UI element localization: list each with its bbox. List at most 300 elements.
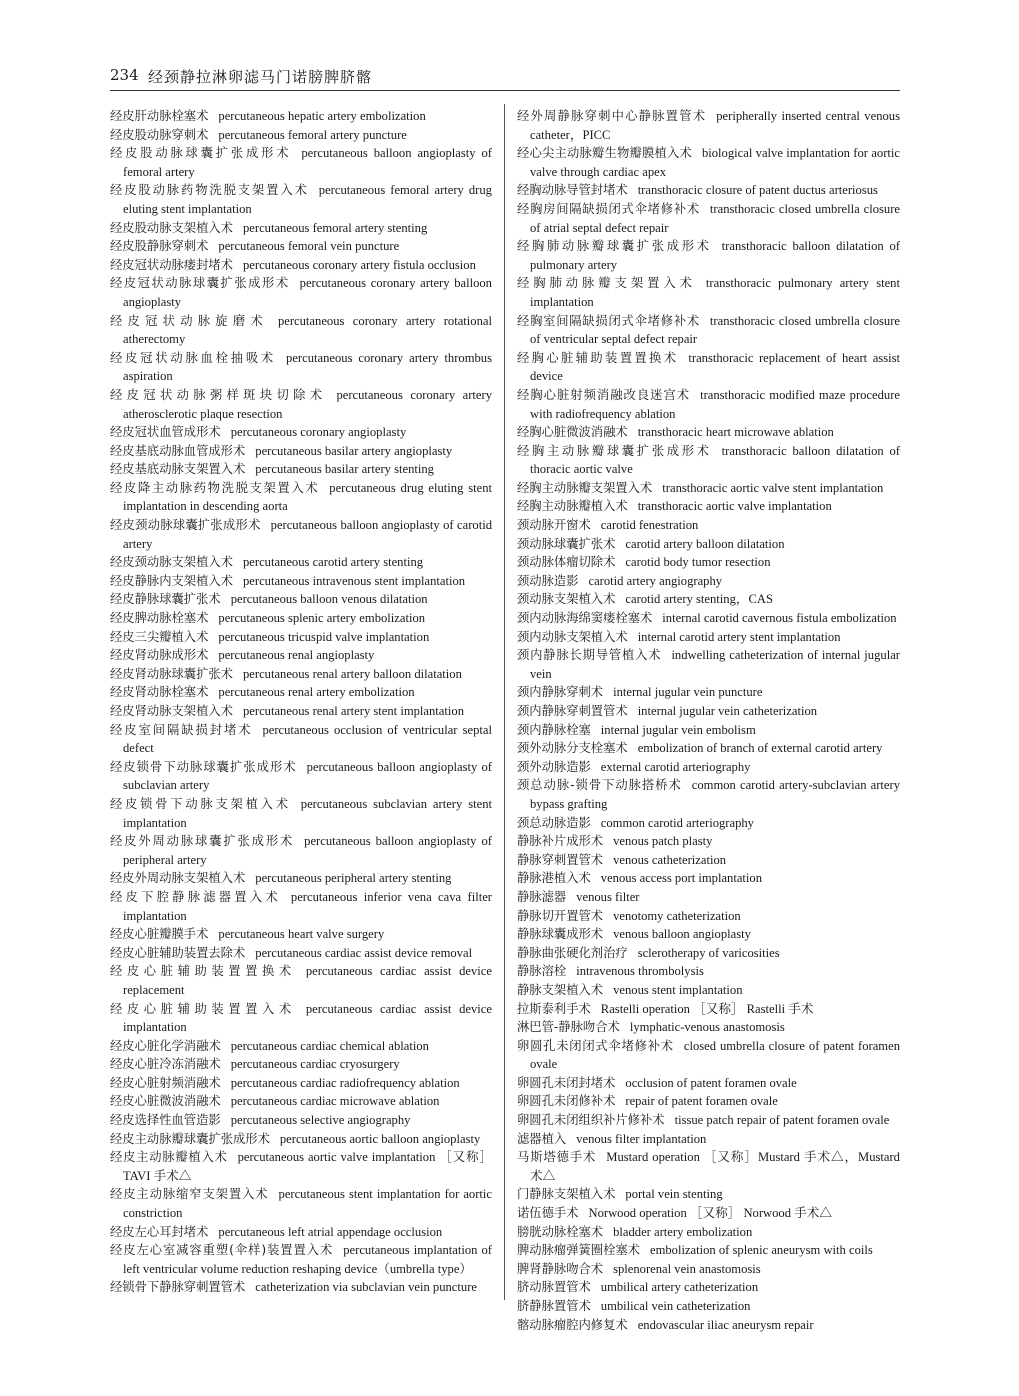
term-english: percutaneous implantation of left ventricular volume reduction reshaping device（umbrella type）	[123, 1243, 492, 1276]
term-chinese: 颈内静脉穿刺置管术	[517, 704, 628, 718]
term-chinese: 经皮冠状动脉血栓抽吸术	[110, 350, 277, 365]
term-chinese: 经心尖主动脉瓣生物瓣膜植入术	[517, 146, 692, 161]
term-chinese: 经皮冠状血管成形术	[110, 425, 221, 440]
term-english: transthoracic balloon dilatation of thoracic aortic valve	[530, 443, 900, 477]
term-english: carotid artery stenting，CAS	[625, 592, 773, 607]
term-chinese: 经胸肺动脉瓣球囊扩张成形术	[517, 239, 712, 254]
term-chinese: 经皮基底动脉血管成形术	[110, 443, 246, 458]
term-english: indwelling catheterization of internal jugular vein	[530, 648, 900, 681]
term-english: percutaneous coronary artery balloon angioplasty	[123, 276, 492, 309]
term-chinese: 经皮肾动脉球囊扩张术	[110, 666, 233, 681]
glossary-entry	[110, 925, 492, 944]
term-chinese: 经皮锁骨下动脉球囊扩张成形术	[110, 759, 297, 774]
term-chinese: 卵圆孔未闭封堵术	[517, 1075, 616, 1090]
glossary-entry	[517, 721, 900, 740]
term-english: percutaneous balloon angioplasty of carotid artery	[123, 518, 492, 551]
term-english: embolization of splenic aneurysm with coils	[649, 1243, 873, 1258]
glossary-entry	[110, 256, 492, 275]
term-english: transthoracic closure of patent ductus arteriosus	[637, 183, 878, 198]
term-english: transthoracic closed umbrella closure of atrial septal defect repair	[530, 201, 900, 235]
term-chinese: 经胸心脏射频消融改良迷宫术	[517, 387, 691, 402]
term-english: transthoracic replacement of heart assist device	[530, 350, 900, 384]
term-chinese: 卵圆孔未闭修补术	[517, 1094, 616, 1109]
term-chinese: 卵圆孔未闭闭式伞堵修补术	[517, 1038, 674, 1053]
term-chinese: 颈动脉球囊扩张术	[517, 536, 616, 551]
glossary-entry	[517, 628, 900, 647]
glossary-entry	[110, 646, 492, 665]
term-english: percutaneous femoral artery drug eluting stent implantation	[123, 183, 492, 216]
term-chinese: 脾动脉瘤弹簧圈栓塞术	[517, 1243, 640, 1258]
running-title: 经颈静拉淋卵滤马门诺膀脾脐髂	[148, 68, 373, 86]
glossary-entry	[110, 962, 492, 999]
glossary-entry	[517, 758, 900, 777]
term-english: percutaneous aortic balloon angioplasty	[279, 1131, 481, 1146]
glossary-entry	[517, 1018, 900, 1037]
glossary-entry	[110, 1130, 492, 1149]
term-english: percutaneous coronary artery rotational atherectomy	[123, 313, 492, 347]
term-english: carotid artery balloon dilatation	[625, 536, 785, 551]
term-english: venous access port implantation	[600, 871, 763, 886]
glossary-entry	[517, 646, 900, 683]
term-chinese: 经皮心脏辅助装置置换术	[110, 964, 296, 979]
term-chinese: 颈总动脉-锁骨下动脉搭桥术	[517, 778, 682, 793]
glossary-entry	[110, 869, 492, 888]
glossary-entry	[517, 497, 900, 516]
term-chinese: 经皮外周动脉支架植入术	[110, 871, 246, 886]
term-english: embolization of branch of external carotid artery	[637, 741, 883, 756]
glossary-entry	[517, 907, 900, 926]
term-english: internal carotid artery stent implantation	[637, 629, 841, 644]
term-english: transthoracic balloon dilatation of pulmonary artery	[530, 239, 900, 272]
glossary-entry	[517, 1223, 900, 1242]
term-chinese: 经皮股动脉支架植入术	[110, 220, 233, 235]
term-chinese: 经皮颈动脉支架植入术	[110, 555, 233, 570]
term-chinese: 经皮心脏冷冻消融术	[110, 1057, 221, 1072]
term-chinese: 静脉球囊成形术	[517, 927, 604, 942]
glossary-entry	[110, 516, 492, 553]
term-chinese: 经皮脾动脉栓塞术	[110, 611, 209, 626]
term-english: internal carotid cavernous fistula embolization	[662, 611, 897, 626]
term-chinese: 经皮降主动脉药物洗脱支架置入术	[110, 480, 320, 495]
glossary-entry	[517, 702, 900, 721]
term-chinese: 拉斯泰利手术	[517, 1001, 591, 1016]
glossary-entry	[517, 1037, 900, 1074]
glossary-entry	[110, 1092, 492, 1111]
glossary-entry	[517, 349, 900, 386]
term-english: percutaneous balloon angioplasty of peripheral artery	[123, 834, 492, 867]
term-english: Mustard operation ［又称］Mustard 手术△，Mustard 术△	[530, 1150, 900, 1183]
term-chinese: 经皮冠状动脉粥样斑块切除术	[110, 387, 327, 402]
term-english: percutaneous selective angiography	[230, 1113, 411, 1128]
glossary-entry	[110, 479, 492, 516]
term-english: peripherally inserted central venous catheter，PICC	[530, 109, 900, 142]
term-chinese: 经胸心脏辅助装置置换术	[517, 350, 679, 365]
term-chinese: 经皮冠状动脉球囊扩张成形术	[110, 276, 290, 291]
term-english: internal jugular vein catheterization	[637, 704, 818, 718]
glossary-entry	[110, 386, 492, 423]
term-chinese: 经皮心脏化学消融术	[110, 1038, 221, 1053]
term-english: percutaneous cardiac assist device replacement	[123, 964, 492, 997]
term-chinese: 颈内静脉栓塞	[517, 722, 591, 737]
term-chinese: 静脉滤器	[517, 889, 567, 904]
glossary-entry	[517, 572, 900, 591]
term-chinese: 静脉穿刺置管术	[517, 852, 604, 867]
term-english: percutaneous intravenous stent implantation	[242, 573, 466, 588]
glossary-entry	[517, 925, 900, 944]
term-chinese: 淋巴管-静脉吻合术	[517, 1020, 620, 1035]
term-chinese: 经胸房间隔缺损闭式伞堵修补术	[517, 201, 700, 216]
term-chinese: 颈动脉体瘤切除术	[517, 555, 616, 570]
term-chinese: 颈内动脉支架植入术	[517, 629, 628, 644]
term-chinese: 经胸主动脉瓣植入术	[517, 499, 628, 514]
glossary-entry	[110, 721, 492, 758]
term-english: percutaneous inferior vena cava filter implantation	[123, 889, 492, 923]
term-chinese: 经皮肾动脉成形术	[110, 648, 209, 663]
term-chinese: 经皮心脏射频消融术	[110, 1075, 221, 1090]
term-english: venous filter implantation	[576, 1131, 707, 1146]
term-english: venous stent implantation	[613, 982, 743, 997]
glossary-entry	[517, 609, 900, 628]
glossary-entry	[517, 1204, 900, 1223]
term-english: percutaneous cardiac assist device removal	[255, 945, 473, 960]
page-header	[110, 62, 900, 90]
term-english: percutaneous balloon angioplasty of subclavian artery	[123, 759, 492, 793]
term-chinese: 颈内动脉海绵窦瘘栓塞术	[517, 611, 653, 626]
term-english: common carotid artery-subclavian artery bypass grafting	[530, 778, 900, 811]
glossary-entry	[517, 1000, 900, 1019]
term-chinese: 诺伍德手术	[517, 1206, 579, 1221]
term-chinese: 经胸肺动脉瓣支架置入术	[517, 276, 696, 291]
term-english: umbilical artery catheterization	[600, 1280, 759, 1295]
term-chinese: 经皮心脏瓣膜手术	[110, 927, 209, 942]
term-chinese: 静脉曲张硬化剂治疗	[517, 945, 628, 960]
term-english: percutaneous femoral artery puncture	[218, 127, 407, 142]
glossary-entry	[110, 1148, 492, 1185]
term-english: percutaneous drug eluting stent implantation in descending aorta	[123, 480, 492, 514]
term-english: biological valve implantation for aortic valve through cardiac apex	[530, 146, 900, 179]
term-chinese: 经外周静脉穿刺中心静脉置管术	[517, 109, 707, 123]
term-chinese: 经皮肾动脉栓塞术	[110, 685, 209, 700]
term-english: venotomy catheterization	[613, 908, 741, 923]
glossary-entry	[517, 312, 900, 349]
glossary-entry	[110, 442, 492, 461]
glossary-entry	[517, 423, 900, 442]
glossary-entry	[517, 479, 900, 498]
glossary-entry	[110, 144, 492, 181]
term-english: venous filter	[576, 889, 640, 904]
glossary-entry	[517, 200, 900, 237]
glossary-entry	[517, 1148, 900, 1185]
term-english: closed umbrella closure of patent foramen ovale	[530, 1038, 900, 1072]
term-english: percutaneous hepatic artery embolization	[218, 109, 426, 123]
term-english: venous balloon angioplasty	[613, 927, 751, 942]
term-english: percutaneous tricuspid valve implantation	[218, 629, 430, 644]
glossary-entry	[110, 683, 492, 702]
term-english: percutaneous cardiac cryosurgery	[230, 1057, 400, 1072]
glossary-entry	[517, 962, 900, 981]
term-chinese: 经皮主动脉瓣球囊扩张成形术	[110, 1131, 270, 1146]
glossary-entry	[517, 1297, 900, 1316]
glossary-entry	[110, 888, 492, 925]
glossary-entry	[517, 107, 900, 144]
term-english: percutaneous splenic artery embolization	[218, 611, 426, 626]
term-english: Rastelli operation ［又称］ Rastelli 手术	[600, 1001, 814, 1016]
term-chinese: 经皮肾动脉支架植入术	[110, 704, 233, 718]
term-chinese: 经皮基底动脉支架置入术	[110, 462, 246, 477]
term-chinese: 经皮冠状动脉瘘封堵术	[110, 257, 233, 272]
term-chinese: 静脉补片成形术	[517, 834, 604, 849]
term-english: percutaneous basilar artery angioplasty	[255, 443, 453, 458]
term-chinese: 经皮心脏辅助装置去除术	[110, 945, 246, 960]
term-english: percutaneous renal artery stent implantation	[242, 704, 464, 718]
term-english: common carotid arteriography	[600, 815, 754, 830]
glossary-entry	[110, 832, 492, 869]
glossary-entry	[517, 832, 900, 851]
term-chinese: 经胸主动脉瓣球囊扩张成形术	[517, 443, 712, 458]
term-chinese: 脐静脉置管术	[517, 1299, 591, 1313]
term-english: carotid fenestration	[600, 518, 699, 533]
term-chinese: 静脉切开置管术	[517, 908, 604, 923]
glossary-entry	[517, 274, 900, 311]
glossary-entry	[110, 219, 492, 238]
term-chinese: 髂动脉瘤腔内修复术	[517, 1317, 628, 1332]
glossary-entry	[517, 237, 900, 274]
glossary-entry	[110, 609, 492, 628]
term-english: percutaneous coronary artery atherosclerotic plaque resection	[123, 387, 492, 421]
term-english: intravenous thrombolysis	[576, 964, 704, 979]
term-english: percutaneous balloon venous dilatation	[230, 592, 428, 607]
glossary-entry	[517, 590, 900, 609]
term-english: internal jugular vein puncture	[613, 685, 763, 700]
term-english: percutaneous stent implantation for aortic constriction	[123, 1187, 492, 1221]
term-english: percutaneous renal artery embolization	[218, 685, 415, 700]
right-column	[517, 107, 900, 1334]
term-english: percutaneous peripheral artery stenting	[255, 871, 452, 886]
column-divider	[504, 104, 505, 1300]
glossary-entry	[517, 869, 900, 888]
term-chinese: 经皮心脏辅助装置置入术	[110, 1001, 296, 1016]
glossary-entry	[110, 1223, 492, 1242]
term-chinese: 膀胱动脉栓塞术	[517, 1224, 604, 1239]
term-chinese: 门静脉支架植入术	[517, 1187, 616, 1202]
term-chinese: 经皮静脉球囊扩张术	[110, 592, 221, 607]
term-chinese: 经皮股动脉球囊扩张成形术	[110, 146, 292, 161]
term-english: transthoracic closed umbrella closure of ventricular septal defect repair	[530, 313, 900, 347]
term-chinese: 经皮主动脉瓣植入术	[110, 1150, 228, 1165]
term-english: percutaneous coronary artery thrombus aspiration	[123, 350, 492, 384]
term-chinese: 颈内静脉长期导管植入术	[517, 648, 662, 663]
term-english: percutaneous renal angioplasty	[218, 648, 375, 663]
glossary-entry	[517, 1092, 900, 1111]
term-chinese: 经皮锁骨下动脉支架植入术	[110, 796, 291, 811]
term-english: venous patch plasty	[613, 834, 713, 849]
term-english: transthoracic aortic valve stent implantation	[662, 480, 884, 495]
glossary-entry	[517, 1260, 900, 1279]
glossary-entry	[517, 1074, 900, 1093]
term-english: percutaneous balloon angioplasty of femoral artery	[123, 146, 492, 179]
term-english: carotid body tumor resection	[625, 555, 771, 570]
term-chinese: 经皮冠状动脉旋磨术	[110, 313, 268, 328]
term-english: Norwood operation ［又称］ Norwood 手术△	[588, 1206, 832, 1221]
term-chinese: 经皮颈动脉球囊扩张成形术	[110, 518, 261, 533]
glossary-entry	[110, 572, 492, 591]
glossary-entry	[517, 553, 900, 572]
term-english: catheterization via subclavian vein puncture	[255, 1280, 477, 1295]
glossary-entry	[110, 107, 492, 126]
glossary-entry	[517, 814, 900, 833]
term-chinese: 颈外动脉造影	[517, 759, 591, 774]
glossary-entry	[110, 349, 492, 386]
glossary-entry	[517, 739, 900, 758]
glossary-entry	[110, 1278, 492, 1297]
term-english: percutaneous coronary artery fistula occlusion	[242, 257, 476, 272]
term-english: percutaneous carotid artery stenting	[242, 555, 424, 570]
glossary-entry	[110, 1185, 492, 1222]
term-english: sclerotherapy of varicosities	[637, 945, 780, 960]
term-chinese: 马斯塔德手术	[517, 1150, 597, 1165]
term-english: percutaneous occlusion of ventricular septal defect	[123, 722, 492, 756]
term-chinese: 经皮股动脉药物洗脱支架置入术	[110, 183, 309, 198]
glossary-entry	[517, 981, 900, 1000]
term-english: internal jugular vein embolism	[600, 722, 756, 737]
glossary-entry	[110, 795, 492, 832]
glossary-entry	[517, 181, 900, 200]
term-english: percutaneous basilar artery stenting	[255, 462, 434, 477]
term-english: percutaneous subclavian artery stent implantation	[123, 796, 492, 830]
glossary-entry	[517, 944, 900, 963]
glossary-entry	[110, 1055, 492, 1074]
glossary-entry	[110, 1074, 492, 1093]
glossary-entry	[110, 758, 492, 795]
term-english: percutaneous left atrial appendage occlusion	[218, 1224, 443, 1239]
term-chinese: 颈内静脉穿刺术	[517, 685, 604, 700]
term-chinese: 颈外动脉分支栓塞术	[517, 741, 628, 756]
glossary-entry	[517, 386, 900, 423]
term-chinese: 经皮选择性血管造影	[110, 1113, 221, 1128]
term-english: transthoracic pulmonary artery stent implantation	[530, 276, 900, 309]
glossary-entry	[110, 237, 492, 256]
term-english: percutaneous cardiac microwave ablation	[230, 1094, 440, 1109]
term-chinese: 颈总动脉造影	[517, 815, 591, 830]
term-chinese: 静脉溶栓	[517, 964, 567, 979]
glossary-entry	[110, 702, 492, 721]
term-english: percutaneous femoral artery stenting	[242, 220, 428, 235]
term-chinese: 经皮心脏微波消融术	[110, 1094, 221, 1109]
term-chinese: 经胸主动脉瓣支架置入术	[517, 480, 653, 495]
glossary-entry	[110, 126, 492, 145]
term-english: lymphatic-venous anastomosis	[629, 1020, 785, 1035]
glossary-entry	[110, 274, 492, 311]
glossary-entry	[110, 665, 492, 684]
term-chinese: 经皮左心耳封堵术	[110, 1224, 209, 1239]
glossary-entry	[110, 312, 492, 349]
page-number: 234	[110, 66, 139, 84]
term-chinese: 经锁骨下静脉穿刺置管术	[110, 1280, 246, 1295]
glossary-entry	[517, 1316, 900, 1335]
term-chinese: 经皮室间隔缺损封堵术	[110, 722, 253, 737]
term-english: percutaneous cardiac chemical ablation	[230, 1038, 429, 1053]
term-english: venous catheterization	[613, 852, 727, 867]
term-english: percutaneous femoral vein puncture	[218, 239, 400, 254]
term-english: percutaneous cardiac assist device implantation	[123, 1001, 492, 1035]
term-english: transthoracic aortic valve implantation	[637, 499, 832, 514]
glossary-entry	[110, 181, 492, 218]
glossary-entry	[517, 776, 900, 813]
term-chinese: 滤器植入	[517, 1131, 567, 1146]
term-english: percutaneous renal artery balloon dilatation	[242, 666, 462, 681]
term-chinese: 经皮外周动脉球囊扩张成形术	[110, 834, 295, 849]
term-english: transthoracic modified maze procedure with radiofrequency ablation	[530, 387, 900, 421]
term-english: portal vein stenting	[625, 1187, 723, 1202]
glossary-entry	[517, 888, 900, 907]
term-chinese: 经皮下腔静脉滤器置入术	[110, 889, 281, 904]
glossary-entry	[517, 683, 900, 702]
glossary-entry	[110, 553, 492, 572]
glossary-entry	[517, 442, 900, 479]
term-chinese: 颈动脉造影	[517, 573, 579, 588]
term-english: transthoracic heart microwave ablation	[637, 425, 834, 440]
term-english: splenorenal vein anastomosis	[613, 1261, 761, 1276]
glossary-entry	[110, 590, 492, 609]
term-english: carotid artery angiography	[588, 573, 723, 588]
term-chinese: 经皮三尖瓣植入术	[110, 629, 209, 644]
glossary-entry	[110, 423, 492, 442]
term-english: tissue patch repair of patent foramen ovale	[674, 1113, 890, 1128]
term-english: bladder artery embolization	[613, 1224, 753, 1239]
header-rule	[110, 90, 900, 91]
glossary-entry	[517, 516, 900, 535]
term-english: repair of patent foramen ovale	[625, 1094, 778, 1109]
term-english: percutaneous coronary angioplasty	[230, 425, 407, 440]
term-english: percutaneous cardiac radiofrequency ablation	[230, 1075, 460, 1090]
glossary-entry	[517, 1111, 900, 1130]
left-column	[110, 107, 492, 1297]
term-english: occlusion of patent foramen ovale	[625, 1075, 797, 1090]
term-chinese: 经皮主动脉缩窄支架置入术	[110, 1187, 269, 1202]
term-chinese: 经皮静脉内支架植入术	[110, 573, 233, 588]
glossary-entry	[110, 628, 492, 647]
term-chinese: 经胸室间隔缺损闭式伞堵修补术	[517, 313, 700, 328]
glossary-entry	[517, 851, 900, 870]
glossary-entry	[517, 144, 900, 181]
glossary-entry	[110, 944, 492, 963]
glossary-entry	[517, 1130, 900, 1149]
term-chinese: 静脉港植入术	[517, 871, 591, 886]
glossary-entry	[517, 535, 900, 554]
term-chinese: 经皮肝动脉栓塞术	[110, 109, 209, 123]
term-chinese: 脐动脉置管术	[517, 1280, 591, 1295]
term-chinese: 经皮左心室减容重塑(伞样)装置置入术	[110, 1243, 334, 1258]
term-chinese: 经胸动脉导管封堵术	[517, 183, 628, 198]
term-chinese: 卵圆孔未闭组织补片修补术	[517, 1113, 665, 1128]
term-chinese: 经皮股静脉穿刺术	[110, 239, 209, 254]
term-chinese: 颈动脉开窗术	[517, 518, 591, 533]
term-chinese: 经胸心脏微波消融术	[517, 425, 628, 440]
glossary-entry	[517, 1241, 900, 1260]
term-english: umbilical vein catheterization	[600, 1299, 751, 1313]
term-chinese: 脾肾静脉吻合术	[517, 1261, 604, 1276]
glossary-entry	[110, 460, 492, 479]
term-english: external carotid arteriography	[600, 759, 751, 774]
glossary-entry	[110, 1000, 492, 1037]
term-chinese: 颈动脉支架植入术	[517, 592, 616, 607]
glossary-entry	[110, 1111, 492, 1130]
glossary-entry	[110, 1241, 492, 1278]
glossary-entry	[517, 1278, 900, 1297]
term-english: percutaneous heart valve surgery	[218, 927, 385, 942]
term-chinese: 经皮股动脉穿刺术	[110, 127, 209, 142]
term-english: percutaneous aortic valve implantation ［又称］TAVI 手术△	[123, 1150, 492, 1183]
